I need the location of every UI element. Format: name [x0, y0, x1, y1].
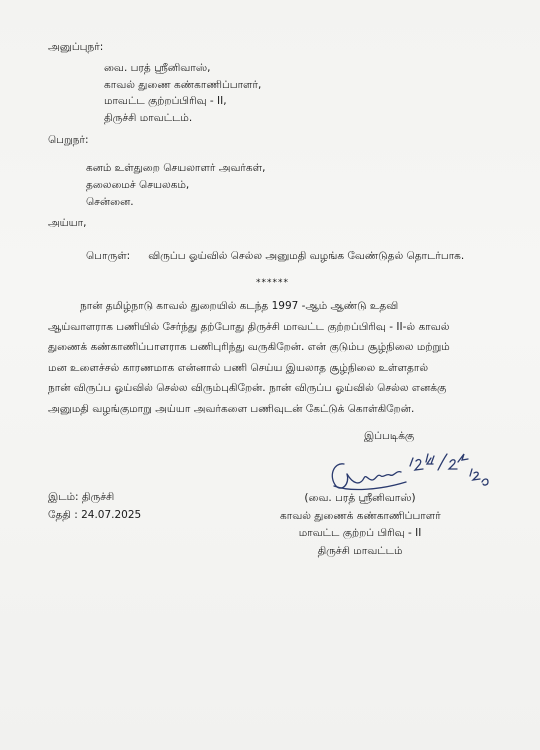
salutation: அய்யா, — [48, 217, 87, 229]
signatory-district: திருச்சி மாவட்டம் — [317, 544, 403, 557]
closing: இப்படிக்கு — [364, 430, 415, 442]
body-line: நான் விருப்ப ஓய்வில் செல்ல விரும்புகிறேன். நான் விருப்ப ஓய்வில் செல்ல எனக்கு — [48, 382, 447, 394]
body-paragraph — [48, 296, 478, 419]
subject-label: பொருள்: — [86, 250, 131, 262]
signatory-designation: காவல் துணைக் கண்காணிப்பாளர் — [280, 509, 441, 522]
divider: ****** — [256, 278, 289, 288]
body-line: அனுமதி வழங்குமாறு அய்யா அவர்களை பணிவுடன் கேட்டுக் கொள்கிறேன். — [48, 402, 415, 415]
signature-block — [280, 490, 440, 560]
sender-unit: மாவட்ட குற்றப்பிரிவு - II, — [104, 95, 227, 107]
sender-name: வை. பரத் ஸ்ரீனிவாஸ், — [104, 62, 211, 74]
date: தேதி : 24.07.2025 — [48, 509, 142, 521]
sender-address — [104, 60, 261, 126]
from-label: அனுப்புநர்: — [48, 41, 104, 53]
sender-district: திருச்சி மாவட்டம். — [104, 111, 193, 124]
place: இடம்: திருச்சி — [48, 491, 115, 503]
signatory-name: (வை. பரத் ஸ்ரீனிவாஸ்) — [304, 492, 416, 504]
subject-line — [86, 249, 464, 263]
body-line: மன உளைச்சல் காரணமாக என்னால் பணி செய்ய இயலாத சூழ்நிலை உள்ளதால் — [48, 361, 429, 374]
signatory-unit: மாவட்ட குற்றப் பிரிவு - II — [298, 527, 422, 539]
subject-text: விருப்ப ஓய்வில் செல்ல அனுமதி வழங்க வேண்டுதல் தொடர்பாக. — [148, 250, 465, 262]
body-line: ஆய்வாளராக பணியில் சேர்ந்து தற்போது திருச்சி மாவட்ட குற்றப்பிரிவு - II-ல் காவல் — [48, 320, 450, 333]
body-line: நான் தமிழ்நாடு காவல் துறையில் கடந்த 1997 -ஆம் ஆண்டு உதவி — [80, 300, 399, 312]
to-label: பெறுநர்: — [48, 134, 89, 146]
recipient-city: சென்னை. — [86, 196, 134, 208]
recipient-office: தலைமைச் செயலகம், — [86, 179, 190, 191]
body-line: துணைக் கண்காணிப்பாளராக பணிபுரிந்து வருகிறேன். என் குடும்ப சூழ்நிலை மற்றும் — [48, 341, 450, 353]
recipient-address — [86, 160, 265, 211]
sender-designation: காவல் துணை கண்காணிப்பாளர், — [104, 78, 262, 91]
recipient-name: கனம் உள்துறை செயலாளர் அவர்கள், — [86, 162, 266, 174]
